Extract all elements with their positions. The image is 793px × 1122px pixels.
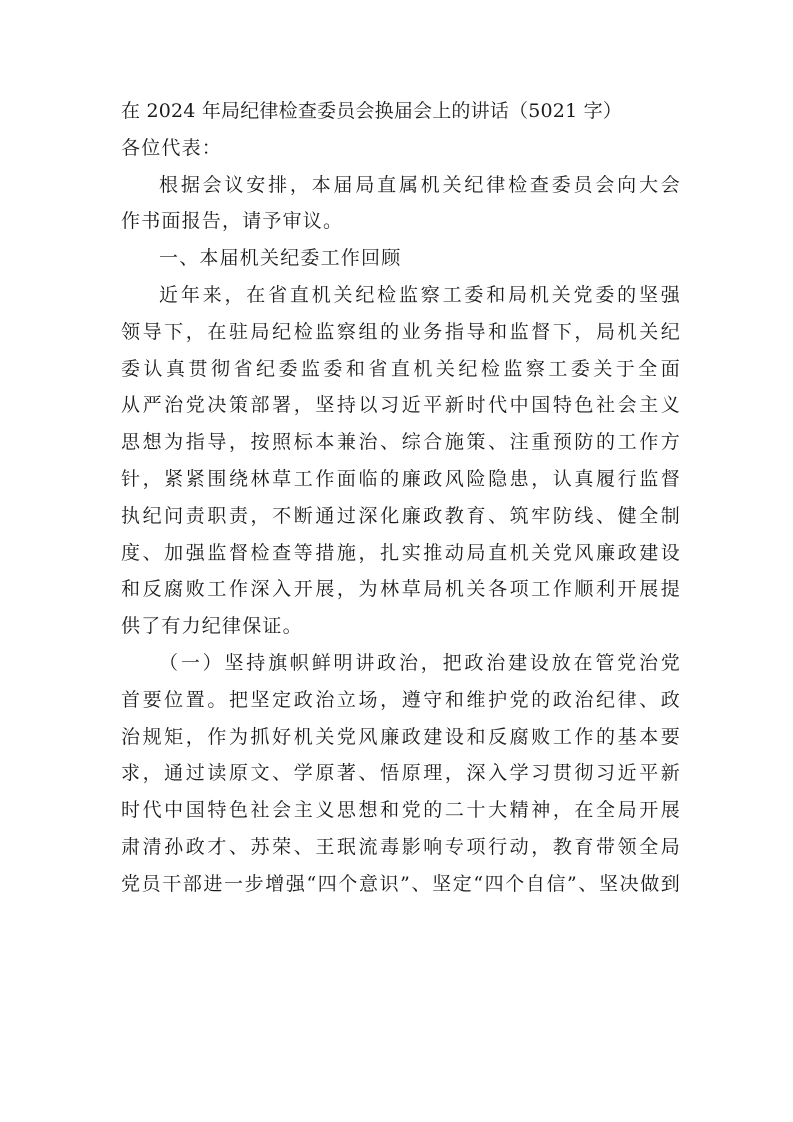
paragraph-line: 思想为指导，按照标本兼治、综合施策、注重预防的工作方 xyxy=(121,431,681,454)
document-body xyxy=(121,93,681,903)
section-heading xyxy=(121,240,681,277)
paragraph-line: 肃清孙政才、苏荣、王珉流毒影响专项行动，教育带领全局 xyxy=(121,835,681,858)
paragraph-line: 近年来，在省直机关纪检监察工委和局机关党委的坚强 xyxy=(159,283,681,306)
paragraph-line: 根据会议安排，本届局直属机关纪律检查委员会向大会 xyxy=(159,173,681,196)
paragraph-review xyxy=(121,277,681,645)
paragraph-line: 求，通过读原文、学原著、悟原理，深入学习贯彻习近平新 xyxy=(121,762,681,785)
greeting: 各位代表： xyxy=(121,136,223,159)
paragraph-line: 供了有力纪律保证。 xyxy=(121,615,303,638)
paragraph-line: 针，紧紧围绕林草工作面临的廉政风险隐患，认真履行监督 xyxy=(121,467,681,490)
paragraph-line: 和反腐败工作深入开展，为林草局机关各项工作顺利开展提 xyxy=(121,578,681,601)
paragraph-line: 治规矩，作为抓好机关党风廉政建设和反腐败工作的基本要 xyxy=(121,725,681,748)
section-heading-text: 一、本届机关纪委工作回顾 xyxy=(159,247,402,270)
paragraph-line: （一）坚持旗帜鲜明讲政治，把政治建设放在管党治党 xyxy=(159,651,681,674)
paragraph-line: 执纪问责职责，不断通过深化廉政教育、筑牢防线、健全制 xyxy=(121,504,681,527)
paragraph-line: 委认真贯彻省纪委监委和省直机关纪检监察工委关于全面 xyxy=(121,357,681,380)
paragraph-line: 首要位置。把坚定政治立场，遵守和维护党的政治纪律、政 xyxy=(121,688,681,711)
document-title: 在 2024 年局纪律检查委员会换届会上的讲话（5021 字） xyxy=(121,100,623,122)
paragraph-line: 党员干部进一步增强“四个意识”、坚定“四个自信”、坚决做到 xyxy=(121,872,681,895)
paragraph-intro xyxy=(121,167,681,241)
paragraph-line: 时代中国特色社会主义思想和党的二十大精神，在全局开展 xyxy=(121,799,681,822)
paragraph-line: 从严治党决策部署，坚持以习近平新时代中国特色社会主义 xyxy=(121,394,681,417)
paragraph-line: 度、加强监督检查等措施，扎实推动局直机关党风廉政建设 xyxy=(121,541,681,564)
paragraph-line: 作书面报告，请予审议。 xyxy=(121,210,344,233)
paragraph-political-building xyxy=(121,645,681,903)
paragraph-line: 领导下，在驻局纪检监察组的业务指导和监督下，局机关纪 xyxy=(121,320,681,343)
